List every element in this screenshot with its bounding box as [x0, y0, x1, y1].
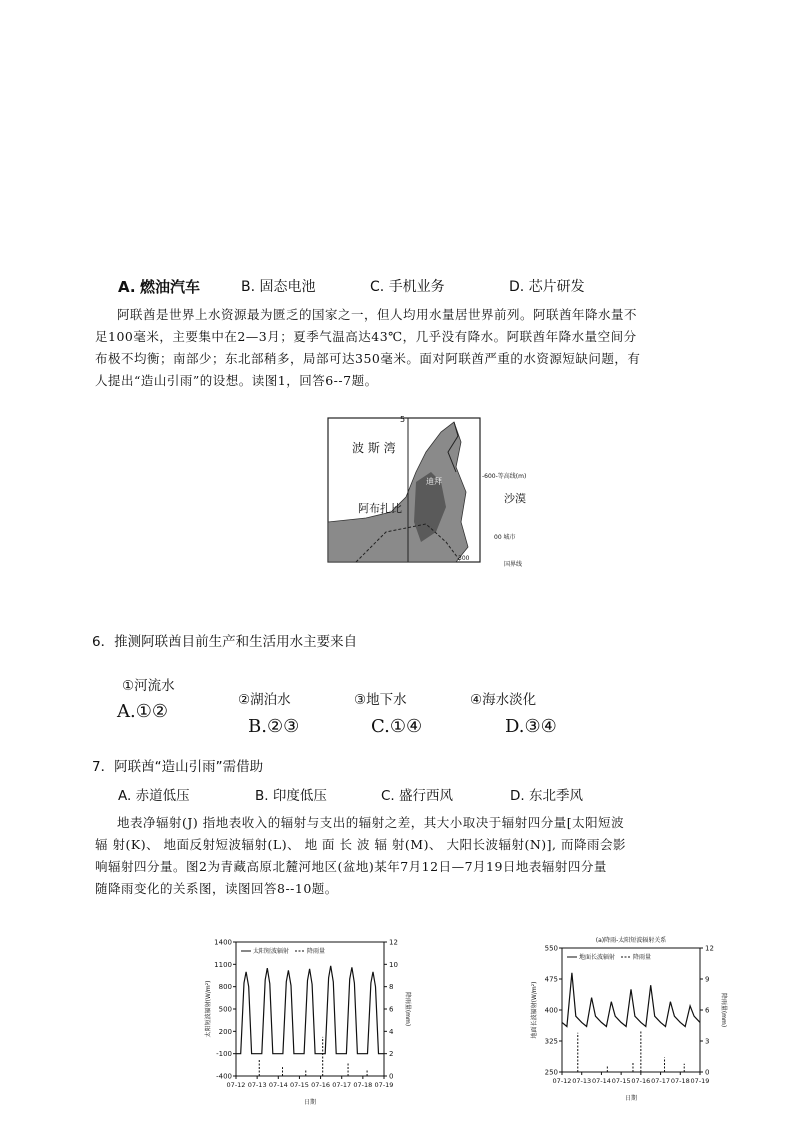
- passage-1-line: 足100毫米，主要集中在2—3月；夏季气温高达43℃，几乎没有降水。阿联酋年降水量空间分: [95, 329, 637, 344]
- x-axis-label: 日期: [303, 1099, 317, 1106]
- q5-option-a: A. 燃油汽车: [118, 278, 201, 296]
- y2-tick-label: 0: [705, 1068, 710, 1077]
- y2-tick-label: 4: [389, 1027, 394, 1036]
- passage-1-line: 阿联酋是世界上水资源最为匮乏的国家之一，但人均用水量居世界前列。阿联酋年降水量不: [117, 307, 638, 322]
- label-sea: 波 斯 湾: [352, 441, 396, 455]
- passage-2-line: 随降雨变化的关系图，读图回答8--10题。: [95, 881, 338, 896]
- label-300: 300: [458, 555, 470, 562]
- legend-entry: 降雨量: [307, 948, 326, 955]
- legend-border: 国界线: [504, 561, 523, 568]
- passage-2-line: 辐 射(K)、 地面反射短波辐射(L)、 地 面 长 波 辐 射(M)、 大阳长波辐射(N)], 而降雨会影: [95, 837, 626, 852]
- x-tick-label: 07-17: [332, 1081, 352, 1089]
- x-tick-label: 07-12: [552, 1077, 572, 1085]
- y-axis-label: 太阳短波辐射(W/m²): [205, 980, 212, 1038]
- passage-2-line: 地表净辐射(J) 指地表收入的辐射与支出的辐射之差，其大小取决于辐射四分量[太阳短波: [117, 815, 625, 830]
- legend-entry: 地面长波辐射: [579, 954, 616, 961]
- y-tick-label: 550: [544, 944, 558, 953]
- plot-frame: [236, 942, 384, 1076]
- legend: [567, 953, 651, 961]
- y-tick-label: 250: [544, 1068, 558, 1077]
- passage-2-line: 响辐射四分量。图2为青藏高原北麓河地区(盆地)某年7月12日—7月19日地表辐射四分量: [95, 859, 607, 874]
- y-tick-label: 400: [544, 1006, 558, 1015]
- q6-stem: 6．推测阿联酋目前生产和生活用水主要来自: [92, 634, 358, 650]
- series-line: [562, 973, 700, 1027]
- chart-title: (a)降雨-太阳短波辐射关系: [595, 937, 667, 944]
- y-tick-label: 325: [544, 1037, 558, 1046]
- q6-option-c: C.①④: [371, 716, 423, 737]
- map-figure-1: [296, 412, 546, 574]
- legend-entry: 降雨量: [633, 954, 652, 961]
- q7-option-c: C. 盛行西风: [381, 788, 454, 804]
- q5-option-c: C. 手机业务: [370, 279, 445, 295]
- q6-item-2: ②湖泊水: [238, 692, 291, 708]
- x-tick-label: 07-18: [353, 1081, 373, 1089]
- passage-2: [0, 812, 794, 900]
- q6-item-1: ①河流水: [122, 678, 175, 694]
- y2-tick-label: 6: [389, 1005, 394, 1014]
- x-tick-label: 07-14: [268, 1081, 288, 1089]
- y-tick-label: 200: [218, 1027, 232, 1036]
- chart-ground-longwave: [528, 932, 728, 1118]
- y2-tick-label: 12: [389, 938, 398, 947]
- y2-axis-label: 降雨量(mm): [404, 991, 411, 1027]
- q7-stem: 7．阿联酋“造山引雨”需借助: [92, 759, 264, 775]
- q6-option-d: D.③④: [505, 716, 557, 737]
- q7-option-b: B. 印度低压: [255, 788, 327, 804]
- label-desert: 沙漠: [504, 492, 526, 505]
- series-line: [236, 966, 384, 1054]
- y2-tick-label: 3: [705, 1037, 710, 1046]
- x-axis-label: 日期: [624, 1095, 638, 1102]
- q6-option-b: B.②③: [248, 716, 300, 737]
- y-tick-label: -400: [216, 1072, 232, 1081]
- q6-item-3: ③地下水: [354, 692, 407, 708]
- legend-contour: -600-等高线(m): [482, 473, 527, 480]
- x-tick-label: 07-13: [247, 1081, 267, 1089]
- y-tick-label: 500: [218, 1005, 232, 1014]
- q7-option-a: A. 赤道低压: [118, 788, 190, 804]
- label-dubai: 迪拜: [426, 477, 442, 486]
- y-axis-label: 地面长波辐射(W/m²): [531, 981, 538, 1039]
- x-tick-label: 07-18: [670, 1077, 690, 1085]
- y2-tick-label: 12: [705, 944, 714, 953]
- q6-item-4: ④海水淡化: [470, 692, 537, 708]
- y2-tick-label: 9: [705, 975, 710, 984]
- y2-tick-label: 8: [389, 983, 394, 992]
- x-tick-label: 07-15: [611, 1077, 631, 1085]
- y2-tick-label: 10: [389, 960, 398, 969]
- passage-1: [0, 304, 794, 392]
- y-tick-label: 1400: [214, 938, 232, 947]
- x-tick-label: 07-13: [572, 1077, 592, 1085]
- y-tick-label: 475: [544, 975, 558, 984]
- y2-tick-label: 0: [389, 1072, 394, 1081]
- plot-frame: [562, 948, 700, 1072]
- x-tick-label: 07-19: [690, 1077, 710, 1085]
- q5-option-b: B. 固态电池: [241, 279, 316, 295]
- legend: [241, 947, 325, 955]
- y-tick-label: 1100: [214, 960, 232, 969]
- label-city: 阿布扎比: [358, 502, 402, 515]
- y-tick-label: -100: [216, 1050, 232, 1059]
- passage-1-line: 人提出“造山引雨”的设想。读图1，回答6--7题。: [95, 373, 378, 388]
- x-tick-label: 07-15: [289, 1081, 309, 1089]
- x-tick-label: 07-19: [374, 1081, 394, 1089]
- chart-solar-shortwave: [196, 932, 411, 1110]
- x-tick-label: 07-17: [651, 1077, 671, 1085]
- y2-tick-label: 6: [705, 1006, 710, 1015]
- x-tick-label: 07-14: [591, 1077, 611, 1085]
- y2-axis-label: 降雨量(mm): [720, 992, 727, 1028]
- legend-city: 00 城市: [494, 534, 516, 541]
- y2-tick-label: 2: [389, 1050, 394, 1059]
- q6-option-a: A.①②: [117, 701, 168, 722]
- y-tick-label: 800: [218, 983, 232, 992]
- x-tick-label: 07-12: [226, 1081, 246, 1089]
- x-tick-label: 07-16: [311, 1081, 331, 1089]
- q5-option-d: D. 芯片研发: [509, 279, 585, 295]
- passage-1-line: 布极不均衡；南部少；东北部稍多，局部可达350毫米。面对阿联酋严重的水资源短缺问题，有: [95, 351, 641, 366]
- label-latitude: 5: [400, 415, 406, 424]
- legend-entry: 太阳短波辐射: [253, 948, 290, 955]
- q7-option-d: D. 东北季风: [510, 788, 583, 804]
- x-tick-label: 07-16: [631, 1077, 651, 1085]
